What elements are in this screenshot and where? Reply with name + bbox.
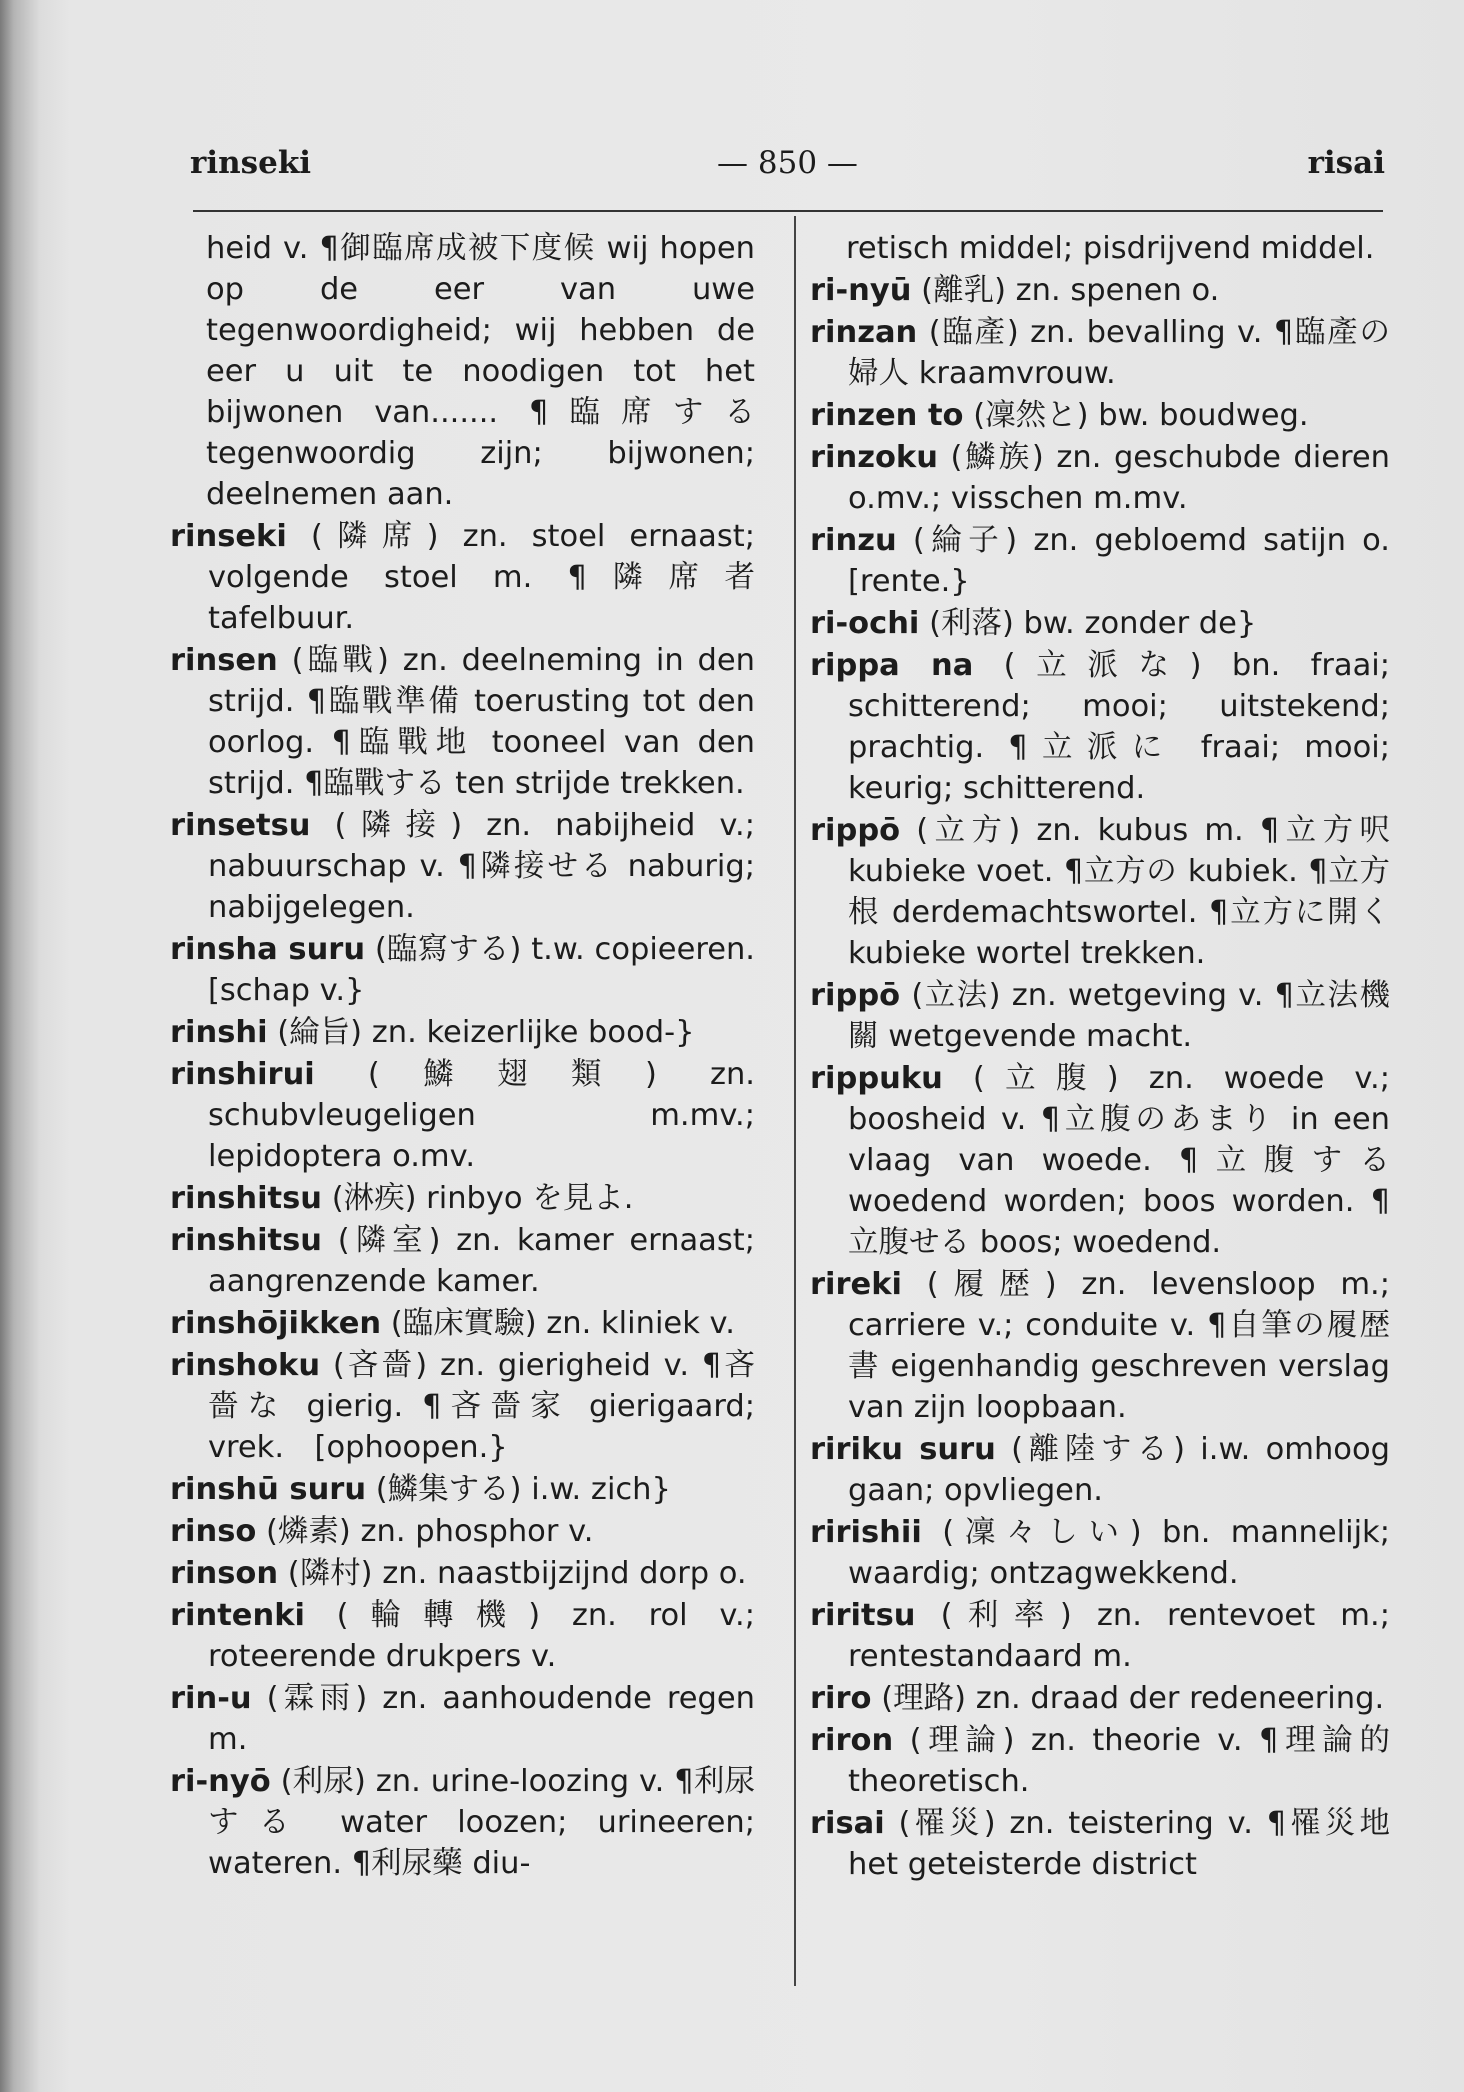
dictionary-entry: rinshoku (吝嗇) zn. gierigheid v. ¶吝嗇な gierig. ¶吝嗇家 gierigaard; vrek. [ophoopen.} [170,1348,755,1465]
headword: rippa na [810,648,974,683]
right-column [810,228,1421,1886]
headword: rinshitsu [170,1223,322,1258]
headword: rinsha suru [170,932,366,967]
dictionary-entry: rinson (隣村) zn. naastbijzijnd dorp o. [170,1556,747,1591]
dictionary-entry: rinshitsu (隣室) zn. kamer ernaast; aangrenzende kamer. [170,1223,756,1299]
headword: rinzen to [810,398,964,433]
dictionary-entry: rinsetsu (隣接) zn. nabijheid v.; nabuurschap v. ¶隣接せる naburig; nabijgelegen. [170,808,755,925]
dictionary-entry: rinseki (隣席) zn. stoel ernaast; volgende stoel m. ¶隣席者 tafelbuur. [170,519,755,636]
dictionary-entry: rinshōjikken (臨床實驗) zn. kliniek v. [170,1306,735,1341]
dictionary-entry: heid v. ¶御臨席成被下度候 wij hopen op de eer van uwe tegenwoordigheid; wij hebben de eer u uit te noodigen tot het bijwonen van....... ¶臨席する tegenwoordig zijn; bijwonen; deelnemen aan. [206,231,755,512]
dictionary-entry: rippuku (立腹) zn. woede v.; boosheid v. ¶立腹のあまり in een vlaag van woede. ¶立腹する woedend worden; boos worden. ¶立腹せる boos; woedend. [810,1061,1390,1260]
headword: riro [810,1681,872,1716]
headword: rinson [170,1556,279,1591]
dictionary-entry: rintenki (輪轉機) zn. rol v.; roteerende drukpers v. [170,1598,755,1674]
dictionary-entry: riron (理論) zn. theorie v. ¶理論的 theoretisch. [810,1723,1391,1799]
headword: ri-nyū [810,273,912,308]
headword: risai [810,1806,885,1841]
page-number: — 850 — [717,145,858,181]
headword: rinzoku [810,440,938,475]
headword: riron [810,1723,894,1758]
dictionary-entry: ri-nyū (離乳) zn. spenen o. [810,273,1220,308]
dictionary-entry: retisch middel; pisdrijvend middel. [846,231,1375,266]
dictionary-entry: rinshū suru (鱗集する) i.w. zich} [170,1472,671,1507]
header-right-guideword: risai [1307,145,1385,181]
dictionary-entry: rippō (立法) zn. wetgeving v. ¶立法機關 wetgevende macht. [810,978,1391,1054]
dictionary-entry: riro (理路) zn. draad der redeneering. [810,1681,1385,1716]
headword: rin-u [170,1681,252,1716]
dictionary-entry: riritsu (利率) zn. rentevoet m.; rentestandaard m. [810,1598,1390,1674]
dictionary-entry: rinso (燐素) zn. phosphor v. [170,1514,594,1549]
headword: ri-nyō [170,1764,271,1799]
headword: ri-ochi [810,606,920,641]
headword: ririku suru [810,1432,996,1467]
headword: rinshirui [170,1057,315,1092]
dictionary-entry: rinzu (綸子) zn. gebloemd satijn o. [rente.} [810,523,1421,599]
headword: rinzan [810,315,918,350]
headword: rinshōjikken [170,1306,382,1341]
headword: rinshitsu [170,1181,322,1216]
headword: rippō [810,978,901,1013]
header-left-guideword: rinseki [190,145,312,181]
headword: rinso [170,1514,257,1549]
dictionary-entry: rin-u (霖雨) zn. aanhoudende regen m. [170,1681,755,1757]
headword: rinsen [170,643,278,678]
page-header [190,145,1385,191]
headword: rinzu [810,523,897,558]
dictionary-entry: rinshitsu (淋疾) rinbyo を見よ. [170,1181,634,1216]
headword: rintenki [170,1598,305,1633]
header-rule [193,210,1383,212]
dictionary-entry: rippa na (立派な) bn. fraai; schitterend; mooi; uitstekend; prachtig. ¶立派に fraai; mooi; keurig; schitterend. [810,648,1391,806]
dictionary-entry: rinshi (綸旨) zn. keizerlijke bood-} [170,1015,695,1050]
dictionary-entry: rinzen to (凜然と) bw. boudweg. [810,398,1309,433]
headword: rinsetsu [170,808,311,843]
headword: ririshii [810,1515,922,1550]
column-divider [794,216,796,1986]
dictionary-entry: rinzan (臨產) zn. bevalling v. ¶臨產の婦人 kraamvrouw. [810,315,1390,391]
dictionary-entry: ririshii (凜々しい) bn. mannelijk; waardig; ontzagwekkend. [810,1515,1390,1591]
dictionary-entry: rireki (履歴) zn. levensloop m.; carriere v.; conduite v. ¶自筆の履歴書 eigenhandig geschreven verslag van zijn loopbaan. [810,1267,1391,1425]
headword: rinshi [170,1015,268,1050]
headword: rireki [810,1267,902,1302]
dictionary-entry: risai (罹災) zn. teistering v. ¶罹災地 het geteisterde district [810,1806,1390,1882]
dictionary-entry: rippō (立方) zn. kubus m. ¶立方呎 kubieke voet. ¶立方の kubiek. ¶立方根 derdemachtswortel. ¶立方に開く kubieke wortel trekken. [810,813,1391,971]
headword: rinshoku [170,1348,321,1383]
dictionary-entry: rinzoku (鱗族) zn. geschubde dieren o.mv.; visschen m.mv. [810,440,1390,516]
headword: rippō [810,813,901,848]
dictionary-entry: rinsha suru (臨寫する) t.w. copieeren. [schap v.} [170,932,786,1008]
headword: rinshū suru [170,1472,367,1507]
dictionary-entry: ririku suru (離陸する) i.w. omhoog gaan; opvliegen. [810,1432,1390,1508]
dictionary-entry: ri-ochi (利落) bw. zonder de} [810,606,1257,641]
headword: riritsu [810,1598,916,1633]
dictionary-entry: rinsen (臨戰) zn. deelneming in den strijd. ¶臨戰準備 toerusting tot den oorlog. ¶臨戰地 tooneel van den strijd. ¶臨戰する ten strijde trekken. [170,643,755,801]
left-column [170,228,786,1885]
headword: rinseki [170,519,287,554]
headword: rippuku [810,1061,943,1096]
dictionary-entry: rinshirui (鱗翅類) zn. schubvleugeligen m.mv.; lepidoptera o.mv. [170,1057,755,1174]
dictionary-entry: ri-nyō (利尿) zn. urine-loozing v. ¶利尿する water loozen; urineeren; wateren. ¶利尿藥 diu- [170,1764,755,1881]
